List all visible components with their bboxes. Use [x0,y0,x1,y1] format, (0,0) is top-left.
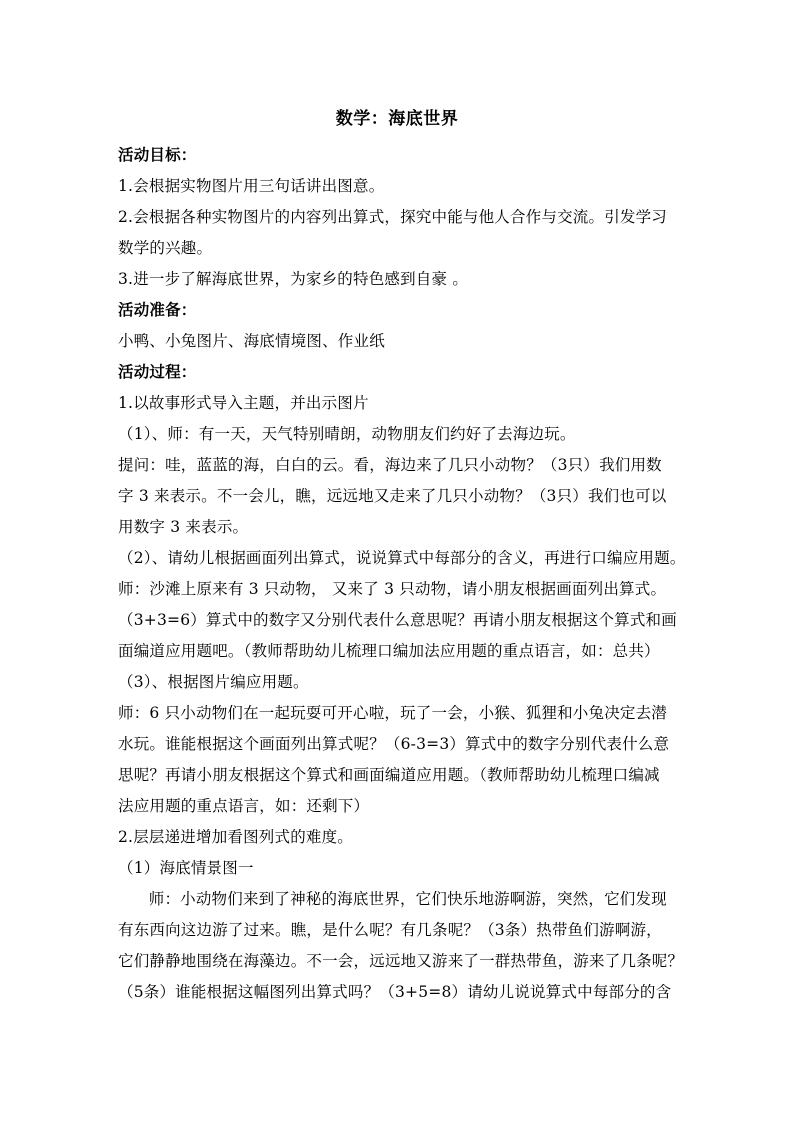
paragraph-line: （2）、请幼儿根据画面列出算式，说说算式中每部分的含义，再进行口编应用题。 [118,549,686,567]
paragraph-line: （1）海底情景图一 [118,859,254,877]
paragraph-line: （3+3=6）算式中的数字又分别代表什么意思呢？再请小朋友根据这个算式和画 [118,611,677,629]
paragraph-line: 2.会根据各种实物图片的内容列出算式，探究中能与他人合作与交流。引发学习 [118,208,667,226]
paragraph-line: （1）、师：有一天，天气特别晴朗，动物朋友们约好了去海边玩。 [118,425,576,443]
paragraph-line: 1.会根据实物图片用三句话讲出图意。 [118,177,385,195]
section-heading-preparation: 活动准备： [118,300,197,319]
paragraph-line: 它们静静地围绕在海藻边。不一会，远远地又游来了一群热带鱼，游来了几条呢？ [118,952,684,970]
paragraph-line: 用数字 3 来表示。 [118,518,249,536]
paragraph-line: 思呢？再请小朋友根据这个算式和画面编道应用题。（教师帮助幼儿梳理口编减 [118,766,660,784]
paragraph-line: 1.以故事形式导入主题，并出示图片 [118,394,369,412]
paragraph-line: 有东西向这边游了过来。瞧，是什么呢？有几条呢？（3条）热带鱼们游啊游， [118,921,662,939]
paragraph-line: 2.层层递进增加看图列式的难度。 [118,828,353,846]
document-title: 数学：海底世界 [335,109,459,129]
paragraph-line: 数学的兴趣。 [118,239,213,257]
paragraph-line: 师：小动物们来到了神秘的海底世界，它们快乐地游啊游，突然，它们发现 [118,890,667,908]
paragraph-line: 法应用题的重点语言，如：还剩下） [118,797,370,815]
paragraph-line: 水玩。谁能根据这个画面列出算式呢？（6-3=3）算式中的数字分别代表什么意 [118,735,670,753]
section-heading-process: 活动过程： [118,362,197,381]
paragraph-line: （3）、根据图片编应用题。 [118,673,309,691]
paragraph-line: 3.进一步了解海底世界，为家乡的特色感到自豪 。 [118,270,469,288]
paragraph-line: 师：沙滩上原来有 3 只动物， 又来了 3 只动物，请小朋友根据画面列出算式。 [118,580,667,598]
section-heading-goals: 活动目标： [118,145,197,164]
paragraph-line: 面编道应用题吧。（教师帮助幼儿梳理口编加法应用题的重点语言，如：总共） [118,642,660,660]
paragraph-line: 师：6 只小动物们在一起玩耍可开心啦，玩了一会，小猴、狐狸和小兔决定去潜 [118,704,667,722]
paragraph-line: 字 3 来表示。不一会儿，瞧，远远地又走来了几只小动物？（3只）我们也可以 [118,487,667,505]
paragraph-line: 小鸭、小兔图片、海底情境图、作业纸 [118,332,385,350]
paragraph-line: 提问：哇，蓝蓝的海，白白的云。看，海边来了几只小动物？（3只）我们用数 [118,456,662,474]
paragraph-line: （5条）谁能根据这幅图列出算式吗？（3+5=8）请幼儿说说算式中每部分的含 [118,983,672,1001]
